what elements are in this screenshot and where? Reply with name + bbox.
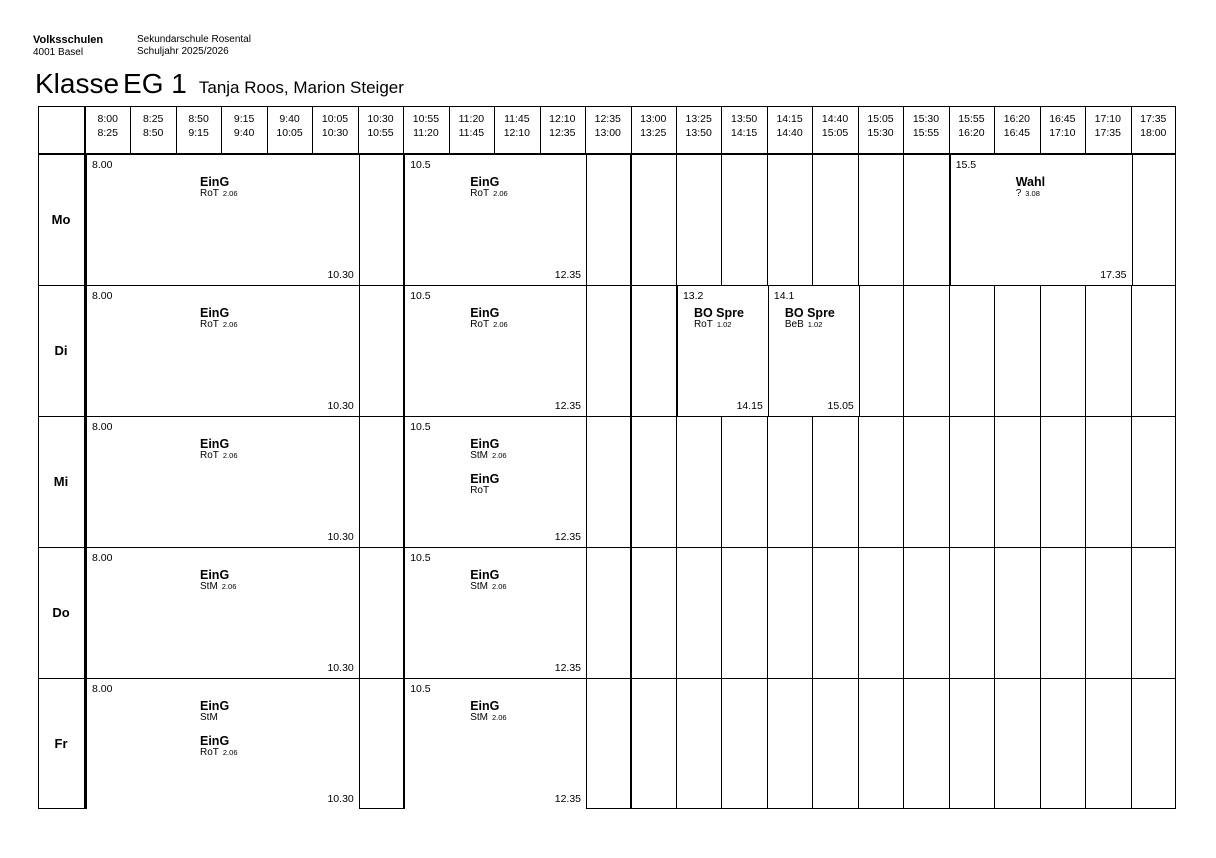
slot-start-time: 10:05 bbox=[321, 113, 349, 125]
grid-border-right bbox=[1175, 106, 1176, 809]
lesson-entry bbox=[200, 700, 229, 723]
lesson-teacher: RoT bbox=[200, 319, 219, 330]
slot-end-time: 13:25 bbox=[640, 127, 667, 139]
lesson-start-time: 10.5 bbox=[410, 290, 431, 302]
lesson-entry bbox=[200, 735, 238, 758]
lesson-room: 2.06 bbox=[222, 748, 238, 757]
slot-end-time: 12:10 bbox=[503, 127, 530, 139]
lesson-subject: EinG bbox=[200, 437, 230, 451]
slot-start-time: 11:45 bbox=[504, 113, 530, 125]
slot-divider bbox=[767, 106, 768, 809]
slot-end-time: 17:35 bbox=[1094, 127, 1121, 139]
slot-end-time: 10:30 bbox=[321, 127, 349, 139]
lesson-start-time: 10.5 bbox=[410, 683, 431, 695]
school-name: Sekundarschule Rosental bbox=[137, 34, 251, 45]
lesson-subject: EinG bbox=[470, 699, 500, 713]
slot-start-time: 16:45 bbox=[1049, 113, 1076, 125]
slot-start-time: 14:15 bbox=[776, 113, 803, 125]
lesson-teacher: RoT bbox=[200, 188, 219, 199]
org-name: Volksschulen bbox=[33, 34, 104, 46]
page-title bbox=[35, 68, 404, 100]
grid-border-left bbox=[38, 106, 39, 809]
time-slot-header bbox=[221, 112, 266, 140]
lesson-teacher-room bbox=[470, 486, 499, 496]
lesson-entry bbox=[200, 569, 236, 592]
lesson-subject: EinG bbox=[470, 472, 500, 486]
slot-end-time: 13:00 bbox=[594, 127, 621, 139]
time-slot-header bbox=[903, 112, 948, 140]
lesson-teacher-room bbox=[785, 320, 835, 330]
lesson-start-time: 13.2 bbox=[682, 290, 704, 302]
lesson-start-time: 8.00 bbox=[92, 421, 113, 433]
lesson-start-time: 10.5 bbox=[410, 552, 431, 564]
slot-end-time: 14:40 bbox=[776, 127, 803, 139]
lesson-start-time: 8.00 bbox=[92, 552, 113, 564]
slot-divider bbox=[858, 106, 859, 809]
time-slot-header bbox=[1131, 112, 1176, 140]
lesson-teacher-room bbox=[470, 713, 506, 723]
lesson-start-time: 8.00 bbox=[92, 290, 113, 302]
slot-end-time: 13:50 bbox=[685, 127, 712, 139]
lesson-block bbox=[404, 155, 587, 285]
lesson-room: 1.02 bbox=[716, 320, 732, 329]
lesson-entry bbox=[470, 473, 499, 496]
lesson-room: 3.08 bbox=[1025, 189, 1040, 198]
slot-end-time: 17:10 bbox=[1049, 127, 1076, 139]
lesson-entry bbox=[200, 307, 238, 330]
slot-end-time: 18:00 bbox=[1140, 127, 1167, 139]
slot-start-time: 16:20 bbox=[1003, 113, 1031, 125]
lesson-block bbox=[86, 548, 360, 678]
time-slot-header bbox=[312, 112, 357, 140]
slot-start-time: 10:30 bbox=[367, 113, 394, 125]
block-divider bbox=[630, 154, 632, 809]
lesson-subject: EinG bbox=[200, 734, 230, 748]
slot-end-time: 11:45 bbox=[458, 127, 485, 139]
slot-start-time: 12:10 bbox=[549, 113, 576, 125]
lesson-teacher-room bbox=[1016, 189, 1045, 199]
lesson-end-time: 10.30 bbox=[327, 662, 354, 674]
time-slot-header bbox=[540, 112, 585, 140]
lesson-block bbox=[86, 679, 360, 809]
lesson-teacher: RoT bbox=[693, 319, 713, 330]
time-slot-header bbox=[449, 112, 494, 140]
lesson-end-time: 17.35 bbox=[1100, 269, 1127, 281]
time-slot-header bbox=[267, 112, 312, 140]
lesson-subject: EinG bbox=[200, 306, 230, 320]
time-slot-header bbox=[676, 112, 721, 140]
slot-end-time: 11:20 bbox=[413, 127, 439, 139]
time-slot-header bbox=[858, 112, 903, 140]
slot-start-time: 12:35 bbox=[594, 113, 621, 125]
slot-start-time: 13:00 bbox=[640, 113, 667, 125]
time-slot-header bbox=[994, 112, 1039, 140]
time-slot-header bbox=[494, 112, 539, 140]
lesson-entry bbox=[694, 307, 744, 330]
slot-end-time: 15:55 bbox=[912, 127, 940, 139]
lesson-entry bbox=[470, 438, 506, 461]
lesson-teacher: RoT bbox=[470, 319, 490, 330]
lesson-teacher: StM bbox=[470, 450, 488, 461]
lesson-subject: BO Spre bbox=[693, 306, 744, 320]
lesson-teacher: StM bbox=[200, 712, 218, 723]
lesson-teacher-room bbox=[694, 320, 744, 330]
lesson-end-time: 12.35 bbox=[554, 662, 582, 674]
class-name: EG 1 bbox=[123, 68, 187, 99]
time-slot-header bbox=[85, 112, 130, 140]
slot-start-time: 15:30 bbox=[912, 113, 940, 125]
slot-start-time: 15:55 bbox=[958, 113, 985, 125]
lesson-block bbox=[404, 548, 587, 678]
slot-start-time: 9:40 bbox=[279, 113, 300, 125]
slot-end-time: 10:55 bbox=[367, 127, 394, 139]
slot-end-time: 14:15 bbox=[730, 127, 758, 139]
slot-start-time: 17:10 bbox=[1094, 113, 1121, 125]
lesson-room: 1.02 bbox=[807, 320, 823, 329]
lesson-block bbox=[768, 286, 860, 416]
time-slot-header bbox=[176, 112, 221, 140]
time-slot-header bbox=[1085, 112, 1130, 140]
time-slot-header bbox=[585, 112, 630, 140]
lesson-subject: BO Spre bbox=[784, 306, 835, 320]
lesson-teacher: RoT bbox=[470, 485, 490, 496]
lesson-block bbox=[404, 286, 587, 416]
lesson-teacher: ? bbox=[1015, 188, 1022, 199]
lesson-block bbox=[404, 417, 587, 547]
time-slot-header bbox=[721, 112, 766, 140]
slot-start-time: 8:50 bbox=[188, 113, 209, 125]
lesson-teacher-room bbox=[200, 320, 238, 330]
time-slot-header bbox=[631, 112, 676, 140]
day-label-di: Di bbox=[54, 342, 68, 358]
lesson-block bbox=[86, 286, 360, 416]
slot-end-time: 15:30 bbox=[867, 127, 894, 139]
lesson-teacher-room bbox=[200, 713, 229, 723]
lesson-end-time: 10.30 bbox=[327, 793, 354, 805]
org-block bbox=[33, 34, 103, 59]
lesson-end-time: 10.30 bbox=[327, 269, 354, 281]
lesson-room: 2.06 bbox=[491, 582, 507, 591]
lesson-teacher-room bbox=[470, 451, 506, 461]
lesson-block bbox=[86, 155, 360, 285]
slot-start-time: 8:25 bbox=[142, 113, 164, 125]
lesson-start-time: 10.5 bbox=[410, 159, 431, 171]
lesson-entry bbox=[470, 307, 508, 330]
lesson-start-time: 8.00 bbox=[92, 159, 113, 171]
org-city: 4001 Basel bbox=[33, 47, 84, 58]
lesson-end-time: 12.35 bbox=[554, 400, 582, 412]
lesson-subject: EinG bbox=[470, 306, 500, 320]
lesson-teacher-room bbox=[470, 582, 506, 592]
lesson-room: 2.06 bbox=[493, 189, 508, 198]
lesson-start-time: 15.5 bbox=[955, 159, 977, 171]
lesson-room: 2.06 bbox=[491, 451, 507, 460]
slot-divider bbox=[676, 106, 677, 809]
lesson-teacher-room bbox=[470, 189, 508, 199]
lesson-end-time: 10.30 bbox=[327, 531, 354, 543]
slot-start-time: 15:05 bbox=[867, 113, 894, 125]
day-label-fr: Fr bbox=[54, 735, 68, 751]
slot-end-time: 12:35 bbox=[549, 127, 576, 139]
time-slot-header bbox=[812, 112, 857, 140]
lesson-block bbox=[404, 679, 587, 809]
time-slot-header bbox=[358, 112, 403, 140]
grid-border-top bbox=[38, 106, 1176, 107]
lesson-end-time: 12.35 bbox=[554, 793, 582, 805]
lesson-teacher-room bbox=[200, 748, 238, 758]
slot-start-time: 9:15 bbox=[233, 113, 255, 125]
lesson-end-time: 14.15 bbox=[736, 400, 763, 412]
day-label-mi: Mi bbox=[53, 473, 69, 489]
lesson-teacher-room bbox=[200, 451, 238, 461]
slot-end-time: 9:15 bbox=[188, 127, 209, 139]
class-label: Klasse bbox=[35, 68, 120, 99]
lesson-teacher: StM bbox=[200, 581, 218, 592]
lesson-teacher-room bbox=[470, 320, 508, 330]
lesson-room: 2.06 bbox=[491, 713, 507, 722]
time-slot-header bbox=[403, 112, 448, 140]
lesson-end-time: 12.35 bbox=[554, 531, 582, 543]
lesson-room: 2.06 bbox=[222, 451, 238, 460]
lesson-subject: EinG bbox=[200, 568, 230, 582]
slot-start-time: 8:00 bbox=[97, 113, 118, 125]
lesson-teacher: RoT bbox=[200, 747, 219, 758]
day-label-mo: Mo bbox=[51, 211, 71, 227]
slot-end-time: 10:05 bbox=[276, 127, 303, 139]
lesson-end-time: 10.30 bbox=[327, 400, 354, 412]
lesson-entry bbox=[470, 176, 508, 199]
lesson-subject: EinG bbox=[200, 699, 230, 713]
slot-divider bbox=[903, 106, 904, 809]
school-block bbox=[137, 34, 251, 58]
lesson-start-time: 10.5 bbox=[410, 421, 431, 433]
slot-start-time: 14:40 bbox=[821, 113, 849, 125]
timetable-grid bbox=[38, 106, 1176, 809]
lesson-entry bbox=[200, 438, 238, 461]
slot-start-time: 10:55 bbox=[412, 113, 440, 125]
lesson-subject: Wahl bbox=[1015, 175, 1046, 189]
lesson-subject: EinG bbox=[470, 437, 500, 451]
slot-divider bbox=[721, 106, 722, 809]
time-slot-header bbox=[949, 112, 994, 140]
slot-end-time: 16:20 bbox=[958, 127, 985, 139]
lesson-entry bbox=[785, 307, 835, 330]
lesson-end-time: 15.05 bbox=[827, 400, 854, 412]
slot-start-time: 17:35 bbox=[1140, 113, 1167, 125]
day-label-do: Do bbox=[52, 604, 70, 620]
lesson-block bbox=[950, 155, 1133, 285]
slot-end-time: 9:40 bbox=[233, 127, 255, 139]
lesson-room: 2.06 bbox=[222, 320, 238, 329]
lesson-entry bbox=[470, 700, 506, 723]
lesson-teacher: BeB bbox=[784, 319, 804, 330]
slot-end-time: 8:50 bbox=[142, 127, 164, 139]
lesson-entry bbox=[470, 569, 506, 592]
lesson-room: 2.06 bbox=[222, 189, 238, 198]
lesson-block bbox=[86, 417, 360, 547]
slot-end-time: 16:45 bbox=[1003, 127, 1031, 139]
school-year: Schuljahr 2025/2026 bbox=[137, 46, 229, 57]
lesson-room: 2.06 bbox=[221, 582, 237, 591]
lesson-teacher: RoT bbox=[200, 450, 219, 461]
lesson-start-time: 8.00 bbox=[92, 683, 113, 695]
slot-divider bbox=[812, 106, 813, 809]
lesson-teacher: RoT bbox=[470, 188, 490, 199]
slot-end-time: 8:25 bbox=[97, 127, 118, 139]
class-teachers: Tanja Roos, Marion Steiger bbox=[198, 78, 404, 97]
lesson-room: 2.06 bbox=[493, 320, 508, 329]
time-slot-header bbox=[767, 112, 812, 140]
slot-start-time: 13:25 bbox=[685, 113, 712, 125]
lesson-teacher: StM bbox=[470, 712, 488, 723]
lesson-teacher-room bbox=[200, 189, 238, 199]
lesson-subject: EinG bbox=[470, 568, 500, 582]
slot-start-time: 11:20 bbox=[458, 113, 485, 125]
slot-end-time: 15:05 bbox=[821, 127, 849, 139]
time-slot-header bbox=[130, 112, 175, 140]
lesson-subject: EinG bbox=[470, 175, 500, 189]
slot-start-time: 13:50 bbox=[730, 113, 758, 125]
lesson-teacher: StM bbox=[470, 581, 488, 592]
lesson-teacher-room bbox=[200, 582, 236, 592]
lesson-subject: EinG bbox=[200, 175, 230, 189]
lesson-entry bbox=[1016, 176, 1045, 199]
time-slot-header bbox=[1040, 112, 1085, 140]
lesson-entry bbox=[200, 176, 238, 199]
lesson-block bbox=[677, 286, 769, 416]
lesson-start-time: 14.1 bbox=[773, 290, 795, 302]
lesson-end-time: 12.35 bbox=[554, 269, 582, 281]
